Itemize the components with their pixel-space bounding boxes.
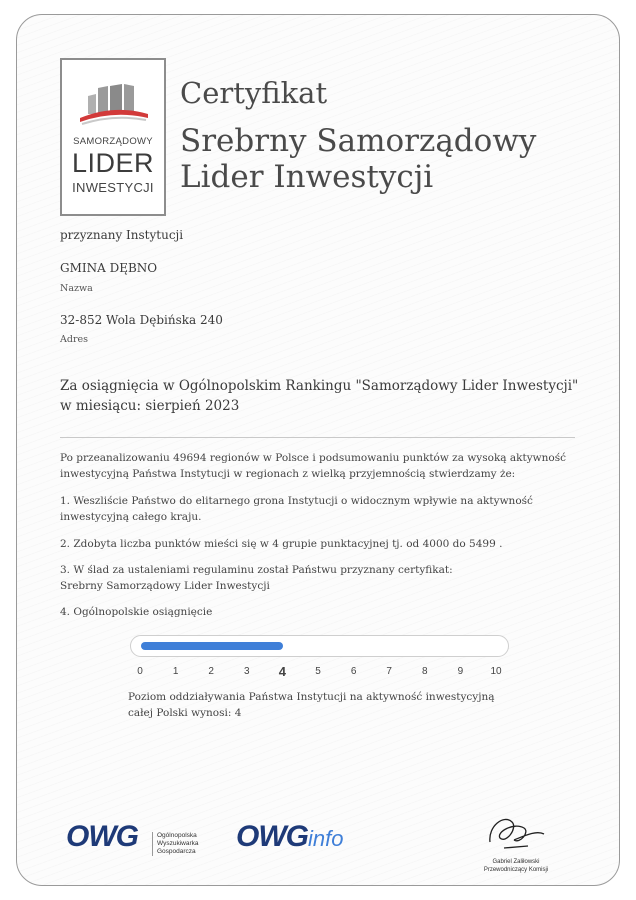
owg-logo [66, 820, 138, 854]
recipient-intro: przyznany Instytucji [60, 228, 184, 242]
lider-logo [60, 58, 166, 216]
scale-caption-line1: Poziom oddziaływania Państwa Instytucji na aktywność inwestycyjną [128, 691, 495, 703]
scale-tick: 7 [386, 666, 392, 677]
divider [60, 437, 575, 438]
achievement-line2: w miesiącu: sierpień 2023 [60, 398, 240, 414]
logo-text-3: INWESTYCJI [72, 180, 154, 195]
award-title-line1: Srebrny Samorządowy [180, 123, 537, 159]
scale-tick: 5 [315, 666, 321, 677]
recipient-address-label: Adres [60, 334, 88, 345]
item3-line1: 3. W ślad za ustaleniami regulaminu został Państwu przyznany certyfikat: [60, 564, 453, 576]
scale-tick: 10 [490, 666, 502, 677]
award-title-line2: Lider Inwestycji [180, 159, 434, 195]
buildings-icon [76, 74, 150, 132]
owg-logo-text: OWG [66, 820, 138, 853]
signer-role: Przewodniczący Komisji [483, 867, 549, 873]
item3-line2: Srebrny Samorządowy Lider Inwestycji [60, 580, 270, 592]
item1-line1: 1. Weszliście Państwo do elitarnego grona Instytucji o widocznym wpływie na aktywność [60, 495, 533, 507]
logo-text-2: LIDER [71, 148, 155, 178]
item2: 2. Zdobyta liczba punktów mieści się w 4 grupie punktacyjnej tj. od 4000 do 5499 . [60, 538, 503, 550]
owg-desc-line3: Gospodarcza [157, 848, 196, 855]
body-paragraph-line2: inwestycyjną Państwa Instytucji w regionach z wielką przyjemnością stwierdzamy że: [60, 468, 516, 480]
recipient-address: 32-852 Wola Dębińska 240 [60, 313, 223, 327]
recipient-name: GMINA DĘBNO [60, 261, 158, 275]
scale-tick: 4 [278, 664, 286, 679]
item1-line2: inwestycyjną całego kraju. [60, 511, 202, 523]
owg-description [152, 832, 198, 856]
scale-tick: 3 [244, 666, 250, 677]
certificate-heading: Certyfikat [180, 76, 328, 110]
body-paragraph-line1: Po przeanalizowaniu 49694 regionów w Polsce i podsumowaniu punktów za wysoką aktywność [60, 452, 567, 464]
owg-info-logo-text: OWG [236, 820, 308, 853]
achievement-line1: Za osiągnięcia w Ogólnopolskim Rankingu "Samorządowy Lider Inwestycji" [60, 378, 579, 394]
recipient-name-label: Nazwa [60, 283, 93, 294]
owg-desc-line1: Ogólnopolska [157, 832, 197, 839]
signature-icon [484, 808, 548, 856]
scale-tick: 1 [172, 666, 179, 677]
scale-tick: 2 [208, 666, 214, 677]
owg-info-suffix: info [308, 826, 344, 851]
scale-caption-line2: całej Polski wynosi: 4 [128, 707, 242, 719]
logo-text-1: SAMORZĄDOWY [73, 136, 153, 147]
signer-name: Gabriel Zaliłowski [492, 859, 540, 865]
owg-desc-line2: Wyszukiwarka [157, 840, 199, 847]
scale-tick: 9 [457, 666, 464, 677]
scale-tick: 8 [422, 666, 428, 677]
impact-scale-fill [141, 642, 283, 650]
signer [474, 858, 558, 874]
item4: 4. Ogólnopolskie osiągnięcie [60, 606, 213, 618]
scale-tick: 0 [137, 666, 143, 677]
owg-info-logo [236, 820, 343, 854]
impact-scale-bar [130, 635, 509, 657]
scale-tick: 6 [350, 666, 357, 677]
